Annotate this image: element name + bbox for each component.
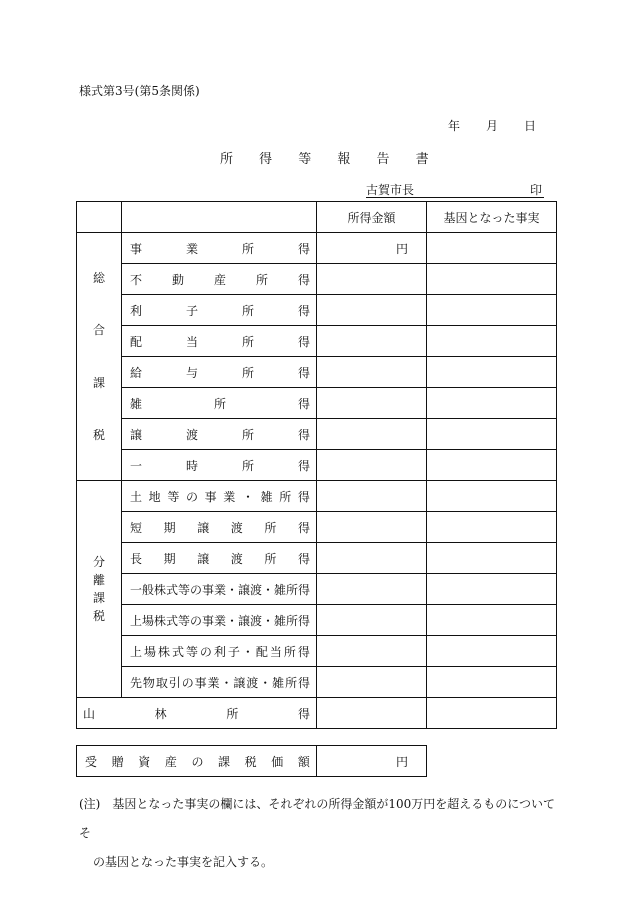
addressee-name: 古賀市長	[366, 183, 415, 197]
amount-field[interactable]	[317, 512, 427, 543]
income-row	[77, 543, 557, 574]
amount-field[interactable]	[317, 605, 427, 636]
group-label	[77, 481, 122, 698]
label-char: 雑	[260, 489, 273, 504]
label-char: 贈	[111, 754, 124, 769]
label-char: 期	[163, 520, 176, 535]
label-char: 得	[297, 241, 310, 256]
group-label-char: 合	[92, 323, 105, 338]
label-char: の	[191, 754, 204, 769]
label-char: ・	[241, 489, 254, 504]
label-char: 動	[171, 272, 184, 287]
cause-field[interactable]	[427, 357, 557, 388]
date-day: 日	[524, 119, 537, 133]
label-char: の	[185, 489, 198, 504]
label-char: 雑	[130, 396, 143, 411]
header-row	[77, 202, 557, 233]
amount-field[interactable]	[317, 419, 427, 450]
label-char: 与	[185, 365, 198, 380]
label-char: 所	[264, 551, 277, 566]
label-char: 課	[218, 754, 231, 769]
income-row	[77, 357, 557, 388]
amount-field[interactable]	[317, 543, 427, 574]
label-char: 等	[167, 489, 180, 504]
header-amount: 所得金額	[317, 202, 427, 233]
amount-field[interactable]	[317, 326, 427, 357]
label-char: ・	[259, 675, 272, 690]
label-char: 得	[297, 706, 310, 721]
label-char: 得	[297, 551, 310, 566]
label-char: 時	[185, 458, 198, 473]
income-label	[122, 574, 317, 605]
label-char: 事	[130, 241, 143, 256]
label-char: 利	[130, 303, 143, 318]
label-char: 事	[194, 675, 207, 690]
income-label	[122, 295, 317, 326]
income-row	[77, 326, 557, 357]
label-char: 渡	[230, 551, 243, 566]
label-char: 所	[241, 303, 254, 318]
label-char: ・	[241, 644, 254, 659]
amount-field[interactable]	[317, 667, 427, 698]
income-label	[122, 264, 317, 295]
label-char: ・	[220, 675, 233, 690]
label-char: 資	[138, 754, 151, 769]
amount-field[interactable]	[317, 357, 427, 388]
header-blank	[77, 202, 122, 233]
income-row	[77, 481, 557, 512]
gift-table	[76, 745, 427, 777]
note	[79, 790, 559, 877]
label-char: の	[181, 675, 194, 690]
amount-field[interactable]	[317, 233, 427, 264]
label-char: 所	[241, 427, 254, 442]
income-row	[77, 233, 557, 264]
label-char: 渡	[185, 427, 198, 442]
income-label	[122, 605, 317, 636]
label-char: 業	[207, 675, 220, 690]
label-char: 給	[130, 365, 143, 380]
label-char: 所	[241, 241, 254, 256]
income-row	[77, 636, 557, 667]
label-char: 先	[130, 675, 143, 690]
label-char: 不	[130, 272, 143, 287]
income-label	[122, 481, 317, 512]
income-row	[77, 419, 557, 450]
label-char: 得	[297, 334, 310, 349]
label-char: 一	[130, 458, 143, 473]
label-char: 配	[255, 644, 268, 659]
cause-field[interactable]	[427, 543, 557, 574]
header-cause: 基因となった事実	[427, 202, 557, 233]
income-label	[122, 636, 317, 667]
amount-field[interactable]	[317, 388, 427, 419]
label-char: 式	[171, 644, 184, 659]
label-char: 物	[142, 675, 155, 690]
label-char: 得	[297, 520, 310, 535]
label-char: 所	[241, 365, 254, 380]
gift-label	[77, 746, 317, 777]
cause-field[interactable]	[427, 326, 557, 357]
label-char: 短	[130, 520, 143, 535]
label-char: 当	[185, 334, 198, 349]
cause-field[interactable]	[427, 264, 557, 295]
cause-field[interactable]	[427, 698, 557, 729]
label-char: 産	[213, 272, 226, 287]
label-char: 雑	[272, 675, 285, 690]
label-char: 子	[227, 644, 240, 659]
date-year: 年	[448, 119, 461, 133]
note-line-2: の基因となった事実を記入する。	[93, 855, 274, 869]
label-char: 株	[157, 644, 170, 659]
note-line-1: (注) 基因となった事実の欄には、それぞれの所得金額が100万円を超えるものについてそ	[79, 797, 556, 840]
document-title: 所 得 等 報 告 書	[220, 152, 429, 167]
group-label-char: 離	[92, 573, 105, 587]
income-row	[77, 450, 557, 481]
label-char: 価	[271, 754, 284, 769]
label-char: 渡	[230, 520, 243, 535]
group-label-char: 課	[92, 591, 105, 605]
income-label	[122, 233, 317, 264]
label-char: 一般株式等の事業・譲渡・雑所得	[130, 582, 311, 597]
label-char: 場	[143, 644, 156, 659]
label-char: 所	[264, 520, 277, 535]
label-char: 得	[297, 458, 310, 473]
income-label	[122, 388, 317, 419]
income-row	[77, 512, 557, 543]
label-char: 所	[241, 334, 254, 349]
label-char: 所	[255, 272, 268, 287]
label-char: 所	[279, 489, 292, 504]
income-row	[77, 605, 557, 636]
cause-field[interactable]	[427, 481, 557, 512]
label-char: 得	[297, 303, 310, 318]
label-char: 得	[297, 644, 310, 659]
cause-field[interactable]	[427, 295, 557, 326]
unit-yen: 円	[395, 241, 408, 256]
label-char: 譲	[130, 427, 143, 442]
group-label-char: 課	[92, 375, 105, 390]
label-char: 上	[130, 644, 143, 659]
label-char: 所	[285, 675, 298, 690]
amount-field[interactable]	[317, 698, 427, 729]
label-char: 得	[297, 272, 310, 287]
label-char: 受	[85, 754, 98, 769]
amount-field[interactable]	[317, 574, 427, 605]
label-char: 業	[185, 241, 198, 256]
label-char: 等	[185, 644, 198, 659]
label-char: 引	[168, 675, 181, 690]
label-char: 期	[163, 551, 176, 566]
addressee	[366, 181, 544, 198]
income-row	[77, 667, 557, 698]
label-char: 事	[204, 489, 217, 504]
group-label-char: 総	[92, 270, 105, 285]
income-label	[122, 512, 317, 543]
income-table	[76, 201, 557, 729]
label-char: 子	[185, 303, 198, 318]
amount-field[interactable]	[317, 636, 427, 667]
cause-field[interactable]	[427, 605, 557, 636]
label-char: 取	[155, 675, 168, 690]
label-char: 配	[130, 334, 143, 349]
gift-row	[77, 746, 427, 777]
label-char: 得	[297, 427, 310, 442]
income-label	[122, 667, 317, 698]
form-number: 様式第3号(第5条関係)	[79, 84, 200, 98]
label-char: 得	[297, 396, 310, 411]
label-char: 地	[148, 489, 161, 504]
label-char: 土	[130, 489, 143, 504]
cause-field[interactable]	[427, 667, 557, 698]
date-month: 月	[486, 119, 499, 133]
label-char: 利	[213, 644, 226, 659]
cause-field[interactable]	[427, 636, 557, 667]
income-row	[77, 574, 557, 605]
cause-field[interactable]	[427, 574, 557, 605]
amount-field[interactable]	[317, 264, 427, 295]
cause-field[interactable]	[427, 233, 557, 264]
label-char: 得	[297, 489, 310, 504]
label-char: 譲	[233, 675, 246, 690]
label-char: 所	[213, 396, 226, 411]
group-label-char: 分	[92, 555, 105, 569]
label-char: 所	[226, 706, 239, 721]
income-label	[122, 326, 317, 357]
cause-field[interactable]	[427, 512, 557, 543]
label-char: 譲	[197, 520, 210, 535]
label-char: 林	[154, 706, 167, 721]
forestry-label	[77, 698, 317, 729]
income-row	[77, 388, 557, 419]
income-row	[77, 295, 557, 326]
amount-field[interactable]	[317, 481, 427, 512]
cause-field[interactable]	[427, 388, 557, 419]
label-char: 業	[223, 489, 236, 504]
cause-field[interactable]	[427, 450, 557, 481]
income-label	[122, 419, 317, 450]
cause-field[interactable]	[427, 419, 557, 450]
group-label-char: 税	[92, 609, 105, 623]
income-label	[122, 357, 317, 388]
forestry-row	[77, 698, 557, 729]
label-char: 額	[297, 754, 310, 769]
income-row	[77, 264, 557, 295]
label-char: 長	[130, 551, 143, 566]
group-label	[77, 233, 122, 481]
label-char: 譲	[197, 551, 210, 566]
amount-field[interactable]	[317, 450, 427, 481]
label-char: 所	[283, 644, 296, 659]
label-char: 上場株式等の事業・譲渡・雑所得	[130, 613, 311, 628]
label-char: 得	[297, 365, 310, 380]
income-label	[122, 450, 317, 481]
header-blank	[122, 202, 317, 233]
label-char: の	[199, 644, 212, 659]
label-char: 渡	[246, 675, 259, 690]
amount-field[interactable]	[317, 295, 427, 326]
seal-mark: 印	[529, 183, 542, 197]
gift-unit: 円	[395, 754, 408, 769]
label-char: 産	[164, 754, 177, 769]
label-char: 税	[244, 754, 257, 769]
label-char: 所	[241, 458, 254, 473]
label-char: 当	[269, 644, 282, 659]
income-label	[122, 543, 317, 574]
label-char: 山	[83, 706, 96, 721]
date-line	[448, 117, 536, 134]
group-label-char: 税	[92, 428, 105, 443]
gift-amount-field[interactable]	[317, 746, 427, 777]
label-char: 得	[297, 675, 310, 690]
